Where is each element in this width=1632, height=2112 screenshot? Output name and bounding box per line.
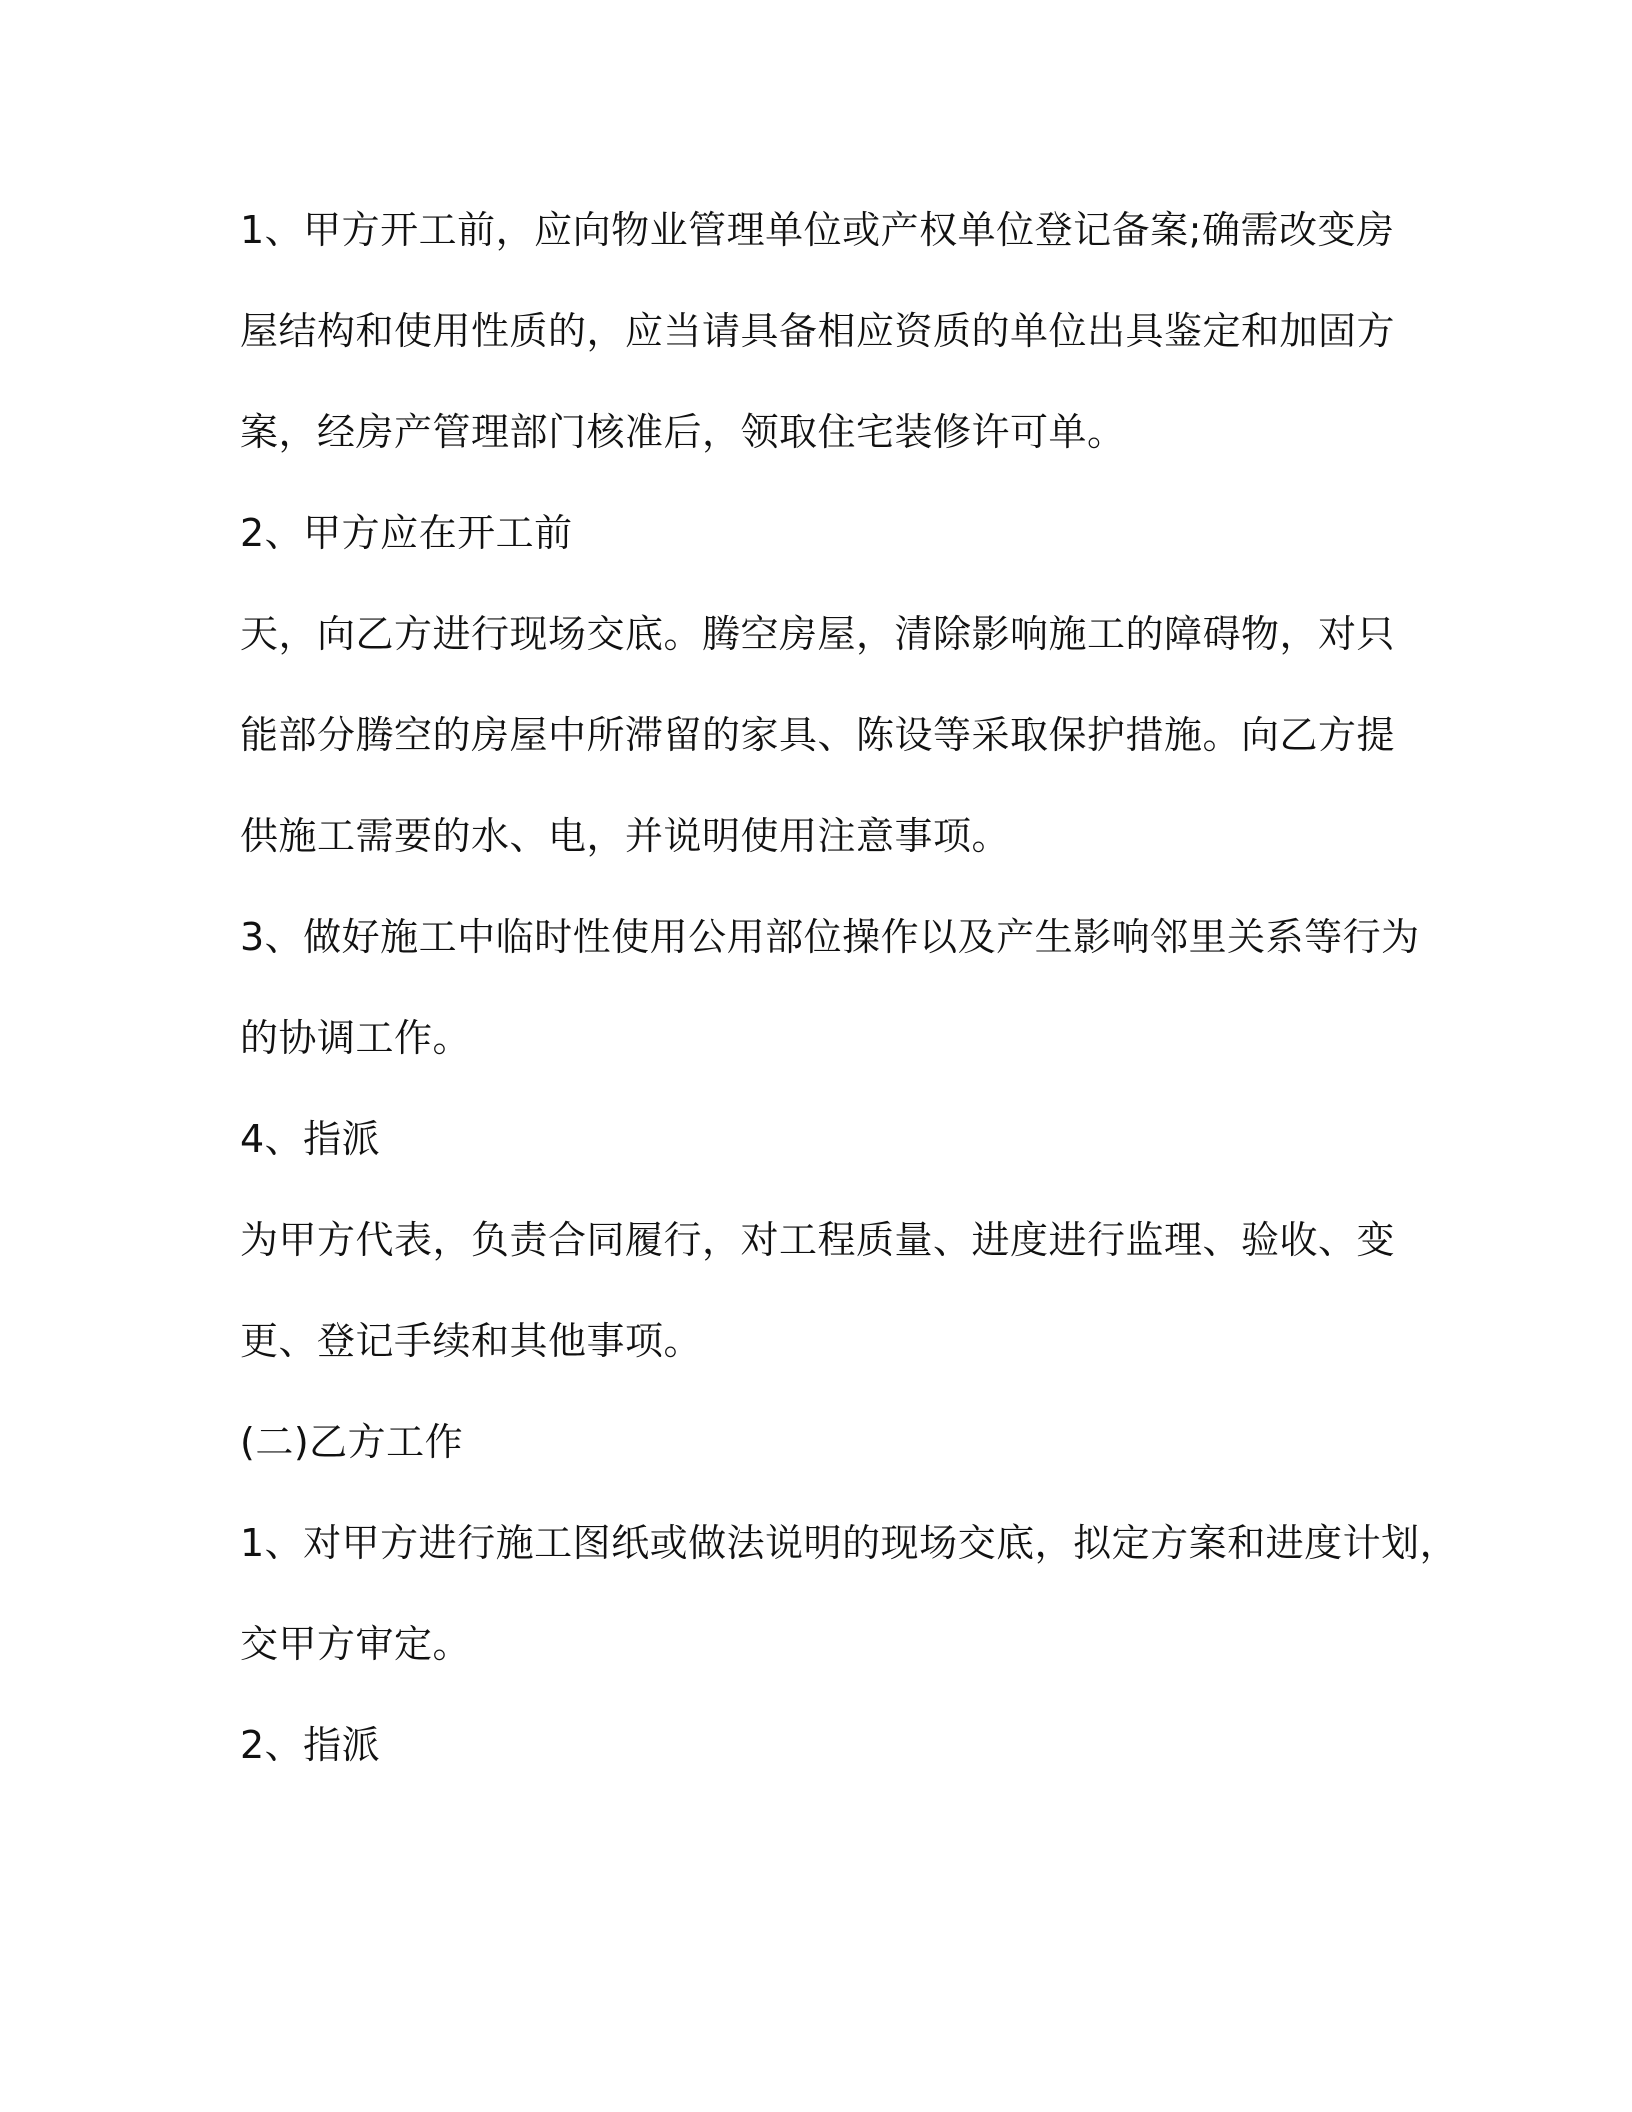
text-line: 案，经房产管理部门核准后，领取住宅装修许可单。 [240,410,1126,454]
document-body [240,180,1480,1796]
text-line: 3、做好施工中临时性使用公用部位操作以及产生影响邻里关系等行为 [240,915,1420,959]
text-line: 的协调工作。 [240,1016,472,1060]
text-line: 为甲方代表，负责合同履行，对工程质量、进度进行监理、验收、变 [240,1218,1396,1262]
text-line: 4、指派 [240,1117,381,1161]
text-line: 更、登记手续和其他事项。 [240,1319,703,1363]
text-line: 2、指派 [240,1723,381,1767]
text-line: 能部分腾空的房屋中所滞留的家具、陈设等采取保护措施。向乙方提 [240,713,1396,757]
text-line: 天，向乙方进行现场交底。腾空房屋，清除影响施工的障碍物，对只 [240,612,1396,656]
section-heading: (二)乙方工作 [240,1420,464,1464]
text-line: 屋结构和使用性质的，应当请具备相应资质的单位出具鉴定和加固方 [240,309,1396,353]
text-line: 供施工需要的水、电，并说明使用注意事项。 [240,814,1011,858]
text-line: 1、对甲方进行施工图纸或做法说明的现场交底，拟定方案和进度计划， [240,1521,1459,1565]
text-line: 交甲方审定。 [240,1622,472,1666]
text-line: 1、甲方开工前，应向物业管理单位或产权单位登记备案;确需改变房 [240,208,1395,252]
text-line: 2、甲方应在开工前 [240,511,573,555]
